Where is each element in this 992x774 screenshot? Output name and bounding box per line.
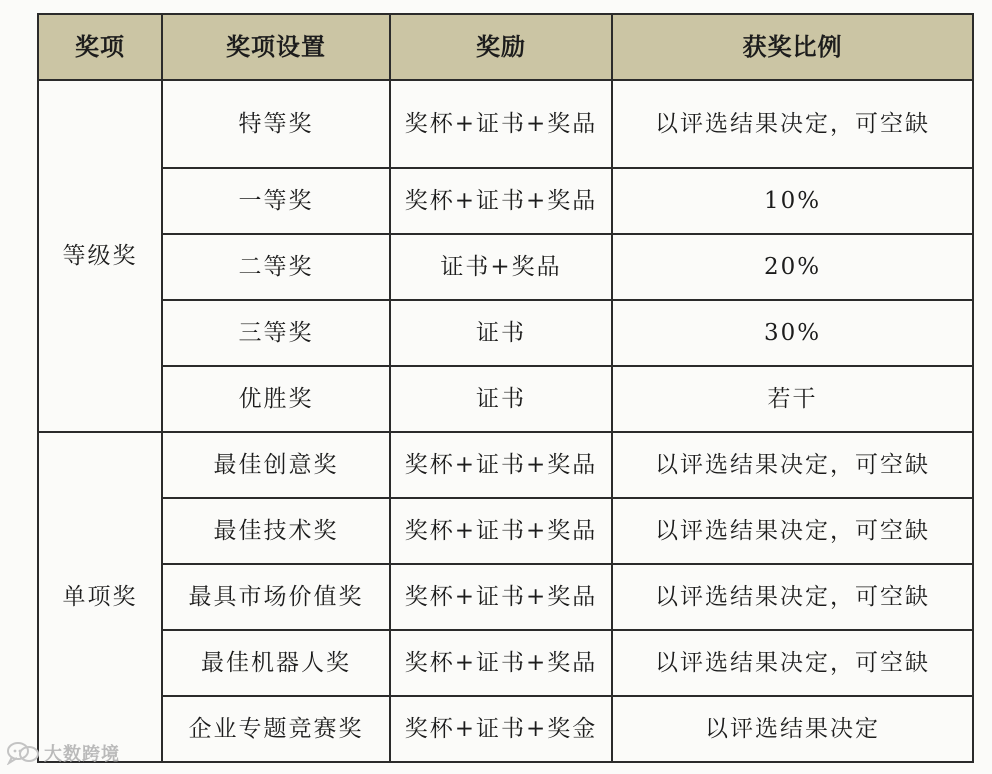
award-setting-cell: 最佳机器人奖 <box>162 630 390 696</box>
chat-bubble-icon <box>6 741 40 765</box>
award-setting-cell: 特等奖 <box>162 80 390 168</box>
ratio-cell: 以评选结果决定，可空缺 <box>612 498 973 564</box>
group-individual-awards: 单项奖 <box>38 432 162 762</box>
award-setting-cell: 优胜奖 <box>162 366 390 432</box>
header-reward: 奖励 <box>390 14 612 80</box>
award-setting-cell: 二等奖 <box>162 234 390 300</box>
reward-cell: 证书+奖品 <box>390 234 612 300</box>
table-row <box>38 366 973 432</box>
reward-cell: 奖杯+证书+奖金 <box>390 696 612 762</box>
watermark-text: 大数跨境 <box>44 744 120 765</box>
header-ratio: 获奖比例 <box>612 14 973 80</box>
group-grade-awards: 等级奖 <box>38 80 162 432</box>
ratio-cell: 30% <box>612 300 973 366</box>
reward-cell: 证书 <box>390 366 612 432</box>
ratio-cell: 以评选结果决定，可空缺 <box>612 630 973 696</box>
award-setting-cell: 一等奖 <box>162 168 390 234</box>
awards-table <box>37 13 974 763</box>
table-row <box>38 432 973 498</box>
reward-cell: 证书 <box>390 300 612 366</box>
ratio-cell: 以评选结果决定，可空缺 <box>612 564 973 630</box>
ratio-cell: 以评选结果决定 <box>612 696 973 762</box>
table-row <box>38 300 973 366</box>
award-setting-cell: 最佳技术奖 <box>162 498 390 564</box>
ratio-cell: 以评选结果决定，可空缺 <box>612 432 973 498</box>
ratio-cell: 20% <box>612 234 973 300</box>
ratio-cell: 若干 <box>612 366 973 432</box>
table-row <box>38 630 973 696</box>
table-row <box>38 168 973 234</box>
reward-cell: 奖杯+证书+奖品 <box>390 630 612 696</box>
award-setting-cell: 企业专题竞赛奖 <box>162 696 390 762</box>
table-row <box>38 696 973 762</box>
table-row <box>38 234 973 300</box>
header-award-setting: 奖项设置 <box>162 14 390 80</box>
award-setting-cell: 最具市场价值奖 <box>162 564 390 630</box>
reward-cell: 奖杯+证书+奖品 <box>390 432 612 498</box>
reward-cell: 奖杯+证书+奖品 <box>390 564 612 630</box>
table-row <box>38 564 973 630</box>
reward-cell: 奖杯+证书+奖品 <box>390 168 612 234</box>
header-row <box>38 14 973 80</box>
ratio-cell: 以评选结果决定，可空缺 <box>612 80 973 168</box>
reward-cell: 奖杯+证书+奖品 <box>390 80 612 168</box>
table-row <box>38 498 973 564</box>
table-row <box>38 80 973 168</box>
header-award: 奖项 <box>38 14 162 80</box>
ratio-cell: 10% <box>612 168 973 234</box>
award-setting-cell: 三等奖 <box>162 300 390 366</box>
reward-cell: 奖杯+证书+奖品 <box>390 498 612 564</box>
award-setting-cell: 最佳创意奖 <box>162 432 390 498</box>
watermark <box>6 740 120 766</box>
